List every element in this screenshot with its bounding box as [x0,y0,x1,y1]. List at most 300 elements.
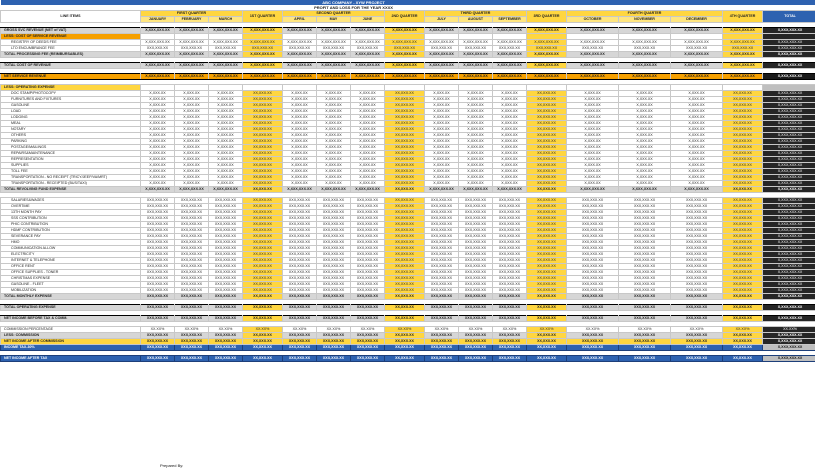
month-value[interactable]: XXX,XXX.XX [141,339,175,345]
quarter-total-value[interactable]: XX,XXX.XX [243,133,283,139]
month-header[interactable]: JUNE [351,17,385,23]
quarter-total-value[interactable]: XX,XXX.XX [723,216,763,222]
month-value[interactable]: XXX,XXX.XX [141,305,175,311]
month-value[interactable]: X,XXX,XXX.XX [175,74,209,80]
month-value[interactable]: X,XXX.XX [619,127,671,133]
annual-total-value[interactable]: X,XXX,XXX.XX [763,175,815,181]
month-value[interactable]: XXX,XXX.XX [493,258,527,264]
annual-total-value[interactable]: X,XXX,XXX.XX [763,228,815,234]
month-value[interactable]: XXX,XXX.XX [671,305,723,311]
month-value[interactable]: XXX,XXX.XX [425,204,459,210]
month-value[interactable]: X,XXX.XX [567,127,619,133]
month-value[interactable]: X,XXX.XX [425,157,459,163]
month-value[interactable]: X,XXX,XXX.XX [493,52,527,58]
month-value[interactable]: XXX,XXX.XX [567,356,619,362]
month-value[interactable]: X,XXX.XX [283,169,317,175]
quarter-header[interactable]: FIRST QUARTER [141,11,243,17]
month-header[interactable]: MARCH [209,17,243,23]
line-items-header[interactable]: LINE ITEMS [1,11,141,23]
month-value[interactable]: XXX,XXX.XX [459,216,493,222]
quarter-total-value[interactable]: XX,XXX.XX [385,139,425,145]
month-value[interactable]: X,XXX,XXX.XX [459,74,493,80]
quarter-total-value[interactable]: XX,XXX.XX [723,109,763,115]
month-value[interactable]: XXX,XXX.XX [141,246,175,252]
quarter-total-value[interactable]: X,XXX,XXX.XX [385,74,425,80]
month-value[interactable]: X,XXX,XXX.XX [283,40,317,46]
month-value[interactable]: XXX,XXX.XX [567,333,619,339]
month-value[interactable]: X,XXX.XX [351,115,385,121]
annual-total-value[interactable]: X,XXX,XXX.XX [763,356,815,362]
month-value[interactable]: X,XXX.XX [317,163,351,169]
quarter-total-value[interactable]: XX,XXX.XX [527,316,567,322]
month-value[interactable]: XXX,XXX.XX [425,46,459,52]
month-value[interactable]: X,XXX.XX [351,91,385,97]
month-value[interactable]: XXX,XXX.XX [425,356,459,362]
month-value[interactable]: XXX,XXX.XX [141,276,175,282]
month-value[interactable]: X,XXX,XXX.XX [671,63,723,69]
month-value[interactable]: X,XXX.XX [209,133,243,139]
month-value[interactable]: XXX,XXX.XX [459,305,493,311]
quarter-total-value[interactable]: XX,XXX.XX [385,187,425,193]
month-header[interactable]: SEPTEMBER [493,17,527,23]
quarter-total-value[interactable]: XX,XXX.XX [723,270,763,276]
month-value[interactable]: X,XXX.XX [283,91,317,97]
month-value[interactable]: X,XXX.XX [175,91,209,97]
month-value[interactable]: X,XXX.XX [141,181,175,187]
month-value[interactable]: X,XXX,XXX.XX [283,63,317,69]
month-value[interactable]: X,XXX.XX [317,145,351,151]
month-value[interactable]: X,XXX.XX [425,127,459,133]
quarter-total-value[interactable]: XX,XXX.XX [723,145,763,151]
annual-total-value[interactable]: X,XXX,XXX.XX [763,97,815,103]
quarter-header[interactable]: THIRD QUARTER [425,11,527,17]
month-value[interactable]: X,XXX.XX [283,109,317,115]
month-value[interactable]: XXX,XXX.XX [141,252,175,258]
row-label[interactable]: PARKING [1,139,141,145]
quarter-total-value[interactable]: XX,XXX.XX [243,228,283,234]
month-value[interactable]: XXX,XXX.XX [671,356,723,362]
month-value[interactable]: XXX,XXX.XX [459,339,493,345]
month-value[interactable]: X,XXX.XX [671,139,723,145]
month-value[interactable]: XXX,XXX.XX [425,282,459,288]
month-value[interactable]: X,XXX.XX [619,151,671,157]
quarter-total-value[interactable]: X,XXX,XXX.XX [385,52,425,58]
month-value[interactable]: X,XXX.XX [567,157,619,163]
annual-total-value[interactable]: X,XXX,XXX.XX [763,46,815,52]
month-value[interactable]: X,XXX.XX [141,157,175,163]
month-value[interactable]: XXX,XXX.XX [567,216,619,222]
month-value[interactable]: XXX,XXX.XX [141,204,175,210]
month-value[interactable]: X,XXX.XX [317,115,351,121]
month-header[interactable]: FEBRUARY [175,17,209,23]
month-value[interactable]: X,XXX,XXX.XX [493,74,527,80]
month-value[interactable]: XXX,XXX.XX [317,198,351,204]
quarter-total-value[interactable]: X,XXX,XXX.XX [723,28,763,34]
month-value[interactable]: X,XXX.XX [619,157,671,163]
month-value[interactable]: X,XXX.XX [351,169,385,175]
quarter-total-value[interactable]: XX,XXX.XX [723,210,763,216]
month-value[interactable]: XXX,XXX.XX [209,345,243,351]
quarter-total-value[interactable]: XX,XXX.XX [723,339,763,345]
month-value[interactable]: X,XXX,XXX.XX [209,63,243,69]
month-value[interactable]: X,XXX.XX [209,157,243,163]
month-value[interactable]: XXX,XXX.XX [425,228,459,234]
month-value[interactable]: XXX,XXX.XX [175,234,209,240]
month-value[interactable]: X,XXX.XX [567,109,619,115]
month-value[interactable]: X,XXX.XX [351,145,385,151]
quarter-total-value[interactable]: XX,XXX.XX [385,246,425,252]
month-value[interactable]: X,XXX.XX [351,175,385,181]
month-value[interactable]: XXX,XXX.XX [283,216,317,222]
month-value[interactable]: XXX,XXX.XX [141,222,175,228]
row-label[interactable]: HDMF CONTRIBUTION [1,228,141,234]
month-value[interactable]: X,XXX.XX [459,175,493,181]
quarter-total-header[interactable]: 3RD QUARTER [527,11,567,23]
month-value[interactable]: X,XXX,XXX.XX [317,52,351,58]
month-value[interactable]: XXX,XXX.XX [283,222,317,228]
month-value[interactable]: XXX,XXX.XX [175,294,209,300]
month-value[interactable]: X,XXX,XXX.XX [283,52,317,58]
month-value[interactable]: XXX,XXX.XX [493,288,527,294]
row-label[interactable]: MOBILIZATION [1,288,141,294]
row-label[interactable]: OFFICE RENT [1,264,141,270]
month-value[interactable]: X,XXX.XX [567,97,619,103]
month-value[interactable]: X,XXX,XXX.XX [425,63,459,69]
month-value[interactable]: X,XXX.XX [175,163,209,169]
quarter-total-value[interactable]: XX,XXX.XX [243,109,283,115]
month-value[interactable]: XXX,XXX.XX [317,270,351,276]
month-header[interactable]: JANUARY [141,17,175,23]
month-value[interactable]: X,XXX.XX [459,97,493,103]
month-value[interactable]: X,XXX,XXX.XX [351,40,385,46]
row-label[interactable]: COMMISSION PERCENTAGE [1,327,141,333]
annual-total-value[interactable]: X,XXX,XXX.XX [763,133,815,139]
month-value[interactable]: XXX,XXX.XX [175,252,209,258]
quarter-total-value[interactable]: XX,XXX.XX [527,198,567,204]
month-value[interactable]: XXX,XXX.XX [425,210,459,216]
quarter-total-value[interactable]: XX,XXX.XX [385,175,425,181]
month-value[interactable]: X,XXX.XX [209,181,243,187]
month-value[interactable]: XXX,XXX.XX [425,234,459,240]
quarter-total-value[interactable]: XX,XXX.XX [243,169,283,175]
month-value[interactable]: XXX,XXX.XX [493,246,527,252]
annual-total-value[interactable]: X,XXX,XXX.XX [763,40,815,46]
month-value[interactable]: X,XXX,XXX.XX [493,187,527,193]
month-value[interactable]: XXX,XXX.XX [175,276,209,282]
quarter-total-value[interactable]: XX,XXX.XX [385,294,425,300]
quarter-total-value[interactable]: XX,XXX.XX [527,356,567,362]
month-value[interactable]: XXX,XXX.XX [209,264,243,270]
quarter-total-value[interactable]: XX,XXX.XX [385,157,425,163]
month-value[interactable]: XXX,XXX.XX [567,294,619,300]
month-value[interactable]: X,XXX.XX [567,115,619,121]
month-value[interactable]: XX.XX% [141,327,175,333]
month-value[interactable]: XXX,XXX.XX [493,356,527,362]
month-value[interactable]: X,XXX.XX [141,169,175,175]
row-label[interactable]: DOC STAMP/PHOTOCOPY [1,91,141,97]
annual-total-value[interactable]: X,XXX,XXX.XX [763,181,815,187]
quarter-total-value[interactable]: XX,XXX.XX [527,345,567,351]
quarter-total-value[interactable]: XX,XXX.XX [243,151,283,157]
month-value[interactable]: XXX,XXX.XX [459,240,493,246]
month-value[interactable]: X,XXX.XX [209,163,243,169]
month-value[interactable]: XXX,XXX.XX [175,316,209,322]
month-value[interactable]: X,XXX,XXX.XX [351,63,385,69]
month-value[interactable]: X,XXX.XX [351,121,385,127]
quarter-total-value[interactable]: XX,XXX.XX [527,175,567,181]
month-value[interactable]: XXX,XXX.XX [283,198,317,204]
month-value[interactable]: X,XXX.XX [459,115,493,121]
quarter-total-header[interactable]: 2ND QUARTER [385,11,425,23]
annual-total-value[interactable]: X,XXX,XXX.XX [763,270,815,276]
month-value[interactable]: XXX,XXX.XX [209,288,243,294]
month-value[interactable]: X,XXX,XXX.XX [209,187,243,193]
month-value[interactable]: XXX,XXX.XX [425,294,459,300]
month-value[interactable]: X,XXX.XX [671,181,723,187]
month-value[interactable]: X,XXX.XX [567,133,619,139]
month-value[interactable]: X,XXX.XX [141,103,175,109]
month-value[interactable]: XXX,XXX.XX [425,198,459,204]
month-value[interactable]: XXX,XXX.XX [283,345,317,351]
month-value[interactable]: XXX,XXX.XX [317,339,351,345]
quarter-total-value[interactable]: X,XXX,XXX.XX [385,40,425,46]
month-value[interactable]: X,XXX.XX [493,163,527,169]
month-value[interactable]: X,XXX,XXX.XX [459,187,493,193]
row-label[interactable]: GASOLINE [1,103,141,109]
month-value[interactable]: X,XXX.XX [671,109,723,115]
quarter-total-value[interactable]: XX,XXX.XX [527,181,567,187]
annual-total-value[interactable]: X,XXX,XXX.XX [763,282,815,288]
month-value[interactable]: XXX,XXX.XX [671,252,723,258]
quarter-total-value[interactable]: XXX,XXX.XX [723,46,763,52]
month-value[interactable]: XXX,XXX.XX [619,222,671,228]
quarter-total-value[interactable]: XX,XXX.XX [385,91,425,97]
quarter-total-value[interactable]: XX,XXX.XX [243,175,283,181]
month-value[interactable]: XXX,XXX.XX [209,246,243,252]
month-value[interactable]: X,XXX,XXX.XX [283,28,317,34]
month-value[interactable]: XXX,XXX.XX [567,345,619,351]
month-value[interactable]: X,XXX,XXX.XX [351,28,385,34]
month-value[interactable]: XXX,XXX.XX [459,210,493,216]
quarter-total-value[interactable]: X,XXX,XXX.XX [385,28,425,34]
month-value[interactable]: X,XXX.XX [351,127,385,133]
month-value[interactable]: X,XXX.XX [425,169,459,175]
month-value[interactable]: X,XXX,XXX.XX [619,74,671,80]
month-value[interactable]: XXX,XXX.XX [317,333,351,339]
quarter-total-value[interactable]: XX,XXX.XX [385,181,425,187]
month-value[interactable]: XXX,XXX.XX [141,294,175,300]
month-value[interactable]: XXX,XXX.XX [567,264,619,270]
quarter-total-value[interactable]: XX,XXX.XX [385,115,425,121]
month-value[interactable]: XXX,XXX.XX [317,222,351,228]
month-value[interactable]: XXX,XXX.XX [141,288,175,294]
month-value[interactable]: XXX,XXX.XX [459,356,493,362]
quarter-total-value[interactable]: XX,XXX.XX [527,210,567,216]
month-value[interactable]: XXX,XXX.XX [567,305,619,311]
month-value[interactable]: X,XXX,XXX.XX [493,40,527,46]
month-value[interactable]: X,XXX.XX [619,115,671,121]
month-value[interactable]: XXX,XXX.XX [283,288,317,294]
month-value[interactable]: XXX,XXX.XX [619,246,671,252]
month-value[interactable]: X,XXX.XX [493,109,527,115]
month-value[interactable]: X,XXX.XX [459,127,493,133]
month-value[interactable]: XXX,XXX.XX [351,46,385,52]
month-value[interactable]: X,XXX.XX [175,121,209,127]
month-value[interactable]: XXX,XXX.XX [175,46,209,52]
month-value[interactable]: XXX,XXX.XX [351,264,385,270]
month-value[interactable]: X,XXX,XXX.XX [209,74,243,80]
quarter-total-value[interactable]: XX,XXX.XX [527,270,567,276]
month-value[interactable]: X,XXX,XXX.XX [425,40,459,46]
annual-total-value[interactable]: X,XXX,XXX.XX [763,264,815,270]
month-value[interactable]: X,XXX.XX [351,103,385,109]
annual-total-value[interactable]: X,XXX,XXX.XX [763,246,815,252]
row-label[interactable]: LTO ENCUMBRANCE FEE [1,46,141,52]
month-value[interactable]: XXX,XXX.XX [209,234,243,240]
month-value[interactable]: XXX,XXX.XX [175,216,209,222]
month-value[interactable]: X,XXX.XX [283,157,317,163]
month-value[interactable]: X,XXX.XX [175,109,209,115]
quarter-total-value[interactable]: XX.XX% [243,327,283,333]
month-value[interactable]: X,XXX.XX [493,103,527,109]
month-value[interactable]: X,XXX.XX [317,127,351,133]
month-value[interactable]: X,XXX.XX [567,181,619,187]
quarter-total-value[interactable]: XX,XXX.XX [723,345,763,351]
quarter-total-value[interactable]: XX,XXX.XX [723,288,763,294]
month-value[interactable]: X,XXX.XX [425,133,459,139]
annual-total-value[interactable]: X,XXX,XXX.XX [763,91,815,97]
month-value[interactable]: X,XXX,XXX.XX [459,63,493,69]
annual-total-value[interactable]: X,XXX,XXX.XX [763,345,815,351]
month-value[interactable]: X,XXX,XXX.XX [493,28,527,34]
quarter-total-value[interactable]: XX,XXX.XX [385,282,425,288]
month-value[interactable]: XXX,XXX.XX [317,345,351,351]
month-value[interactable]: XXX,XXX.XX [351,204,385,210]
month-value[interactable]: XXX,XXX.XX [459,270,493,276]
quarter-total-value[interactable]: XX,XXX.XX [385,216,425,222]
month-value[interactable]: XXX,XXX.XX [317,316,351,322]
month-value[interactable]: XXX,XXX.XX [141,198,175,204]
row-label[interactable]: CHRISTMAS EXPENSE [1,276,141,282]
month-value[interactable]: XXX,XXX.XX [351,282,385,288]
month-value[interactable]: XXX,XXX.XX [493,345,527,351]
month-value[interactable]: X,XXX.XX [141,175,175,181]
month-value[interactable]: X,XXX,XXX.XX [175,40,209,46]
month-value[interactable]: X,XXX.XX [493,175,527,181]
quarter-total-value[interactable]: XX,XXX.XX [385,97,425,103]
month-value[interactable]: X,XXX.XX [351,163,385,169]
quarter-total-value[interactable]: XX,XXX.XX [723,305,763,311]
month-value[interactable]: XXX,XXX.XX [425,240,459,246]
month-value[interactable]: X,XXX.XX [317,169,351,175]
month-value[interactable]: X,XXX.XX [567,103,619,109]
annual-total-value[interactable]: XX.XX% [763,327,815,333]
quarter-total-value[interactable]: XX,XXX.XX [243,97,283,103]
month-value[interactable]: X,XXX.XX [317,181,351,187]
month-value[interactable]: XXX,XXX.XX [209,339,243,345]
month-value[interactable]: XXX,XXX.XX [351,240,385,246]
quarter-total-value[interactable]: XX,XXX.XX [243,252,283,258]
quarter-total-value[interactable]: XX,XXX.XX [385,151,425,157]
quarter-total-value[interactable]: XX,XXX.XX [527,115,567,121]
month-value[interactable]: XXX,XXX.XX [283,282,317,288]
month-value[interactable]: XXX,XXX.XX [619,345,671,351]
quarter-total-value[interactable]: XX,XXX.XX [385,264,425,270]
month-value[interactable]: XXX,XXX.XX [671,270,723,276]
month-value[interactable]: X,XXX.XX [283,133,317,139]
month-value[interactable]: X,XXX.XX [209,103,243,109]
month-value[interactable]: XXX,XXX.XX [209,333,243,339]
month-value[interactable]: XX.XX% [459,327,493,333]
quarter-total-value[interactable]: XX,XXX.XX [243,91,283,97]
month-value[interactable]: X,XXX.XX [317,175,351,181]
month-value[interactable]: X,XXX,XXX.XX [141,40,175,46]
month-value[interactable]: X,XXX.XX [317,157,351,163]
annual-total-value[interactable]: X,XXX,XXX.XX [763,288,815,294]
quarter-total-value[interactable]: XXX,XXX.XX [527,46,567,52]
month-value[interactable]: XXX,XXX.XX [493,204,527,210]
quarter-header[interactable]: FOURTH QUARTER [567,11,723,17]
row-label[interactable]: HMO [1,240,141,246]
month-value[interactable]: XXX,XXX.XX [141,234,175,240]
row-label[interactable]: POSTAGE/MAILINGS [1,145,141,151]
row-label[interactable]: LODGING [1,115,141,121]
month-value[interactable]: XXX,XXX.XX [317,294,351,300]
month-value[interactable]: X,XXX.XX [425,175,459,181]
month-value[interactable]: X,XXX.XX [283,139,317,145]
quarter-total-value[interactable]: XX,XXX.XX [723,115,763,121]
month-value[interactable]: X,XXX,XXX.XX [671,52,723,58]
month-value[interactable]: X,XXX.XX [175,103,209,109]
month-value[interactable]: XXX,XXX.XX [351,305,385,311]
quarter-total-value[interactable]: XX,XXX.XX [385,270,425,276]
month-value[interactable]: X,XXX.XX [175,151,209,157]
month-value[interactable]: X,XXX.XX [351,139,385,145]
month-value[interactable]: XXX,XXX.XX [351,356,385,362]
month-value[interactable]: X,XXX,XXX.XX [175,28,209,34]
quarter-total-value[interactable]: XX,XXX.XX [243,127,283,133]
month-value[interactable]: X,XXX.XX [493,145,527,151]
month-value[interactable]: XXX,XXX.XX [317,228,351,234]
month-header[interactable]: MAY [317,17,351,23]
quarter-total-value[interactable]: XX,XXX.XX [385,333,425,339]
month-value[interactable]: X,XXX.XX [425,97,459,103]
annual-total-value[interactable]: X,XXX,XXX.XX [763,276,815,282]
row-label[interactable]: NET INCOME AFTER TAX [1,356,141,362]
quarter-total-value[interactable]: XX.XX% [385,327,425,333]
row-label[interactable]: MEAL [1,121,141,127]
month-value[interactable]: XXX,XXX.XX [283,46,317,52]
month-value[interactable]: X,XXX.XX [459,139,493,145]
annual-total-value[interactable]: X,XXX,XXX.XX [763,234,815,240]
month-value[interactable]: XXX,XXX.XX [175,264,209,270]
month-value[interactable]: X,XXX,XXX.XX [317,40,351,46]
month-value[interactable]: XXX,XXX.XX [567,222,619,228]
quarter-total-value[interactable]: XX,XXX.XX [527,246,567,252]
month-value[interactable]: XXX,XXX.XX [493,240,527,246]
month-value[interactable]: X,XXX.XX [425,115,459,121]
month-value[interactable]: XXX,XXX.XX [175,333,209,339]
month-value[interactable]: XXX,XXX.XX [283,356,317,362]
month-value[interactable]: XXX,XXX.XX [493,234,527,240]
quarter-total-value[interactable]: XX,XXX.XX [527,258,567,264]
month-value[interactable]: XXX,XXX.XX [351,210,385,216]
month-value[interactable]: XXX,XXX.XX [619,198,671,204]
month-value[interactable]: XXX,XXX.XX [175,222,209,228]
quarter-total-value[interactable]: XX,XXX.XX [385,356,425,362]
month-value[interactable]: XXX,XXX.XX [425,276,459,282]
month-value[interactable]: X,XXX,XXX.XX [141,52,175,58]
